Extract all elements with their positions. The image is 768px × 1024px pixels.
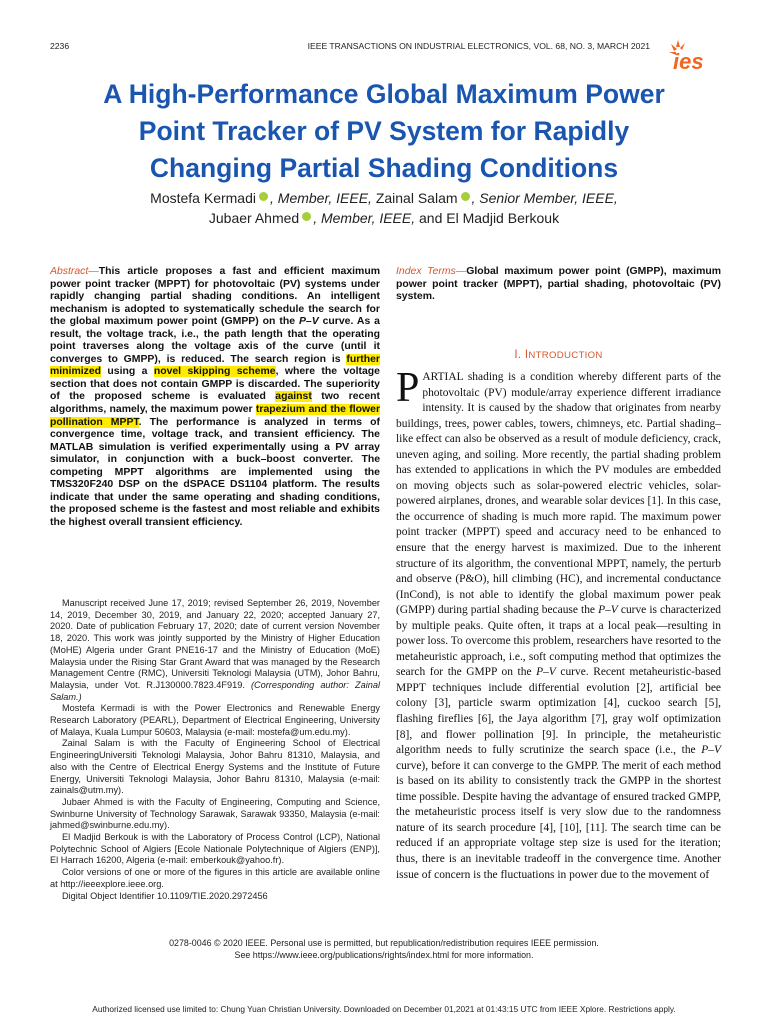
orcid-icon[interactable] <box>461 192 470 201</box>
author-4-name: and El Madjid Berkouk <box>415 210 560 226</box>
footnote-author-1: Mostefa Kermadi is with the Power Electronics and Renewable Energy Research Laboratory (PEARL), Department of Electrical Engineering, University of Malaya, Kuala Lumpur 50603, Malaysia (e-mail: mostefa@um.edu.my). <box>50 703 380 737</box>
footnote-manuscript <box>50 598 380 703</box>
copyright-line-1: 0278-0046 © 2020 IEEE. Personal use is permitted, but republication/redistribution requires IEEE permission. <box>169 938 599 948</box>
highlight: novel skipping scheme <box>153 366 276 378</box>
highlight: against <box>275 391 312 403</box>
abstract-pv: P–V <box>298 316 319 328</box>
footnote-doi: Digital Object Identifier 10.1109/TIE.2020.2972456 <box>62 890 268 901</box>
orcid-icon[interactable] <box>302 212 311 221</box>
orcid-icon[interactable] <box>259 192 268 201</box>
body-pv: P–V <box>598 604 618 617</box>
author-1-role: , Member, IEEE, <box>270 190 372 206</box>
body-text: curve is characterized by multiple peaks. Quite often, it traps at a local peak—resulting in power loss. To overcome this problem, researchers have resorted to the metaheuristic approach, i.e., soft computing method that optimizes the search for the GMPP on the <box>396 604 721 679</box>
body-text: curve. Recent metaheuristic-based MPPT techniques include differential evolution [2], artificial bee colony [3], particle swarm optimization [4], cuckoo search [5], flashing fireflies [6], the Jaya algorithm [7], gray wolf optimization [8], and flower pollination [9]. In principle, the metaheuristic algorithm needs to fully scrutinize the search space (i.e., the <box>396 666 721 757</box>
copyright-line-2: See https://www.ieee.org/publications/rights/index.html for more information. <box>234 949 534 960</box>
index-terms-lead: Index Terms— <box>396 266 467 277</box>
paper-title <box>60 76 708 187</box>
corresponding-author: (Corresponding author: Zainal Salam.) <box>50 679 380 702</box>
section-title-rest: NTRODUCTION <box>528 350 603 361</box>
abstract-text: using a <box>101 366 154 378</box>
footnotes <box>50 598 380 902</box>
footnote-author-2: Zainal Salam is with the Faculty of Engineering School of Electrical EngineeringUniversiti Teknologi Malaysia, Johor Bahru 81310, Malaysia, and also with the Centre of Electrical Energy Systems and the Institute of Future Energy, Universiti Teknologi Malaysia, Johor Bahru 81310, Malaysia (e-mail: zainals@utm.my). <box>50 738 380 796</box>
footnote-author-3: Jubaer Ahmed is with the Faculty of Engineering, Computing and Science, Swinburne University of Technology Sarawak, Sarawak 93350, Malaysia (e-mail: jahmed@swinburne.edu.my). <box>50 796 380 831</box>
authorized-use-notice: Authorized licensed use limited to: Chung Yuan Christian University. Downloaded on December 01,2021 at 01:43:15 UTC from IEEE Xplore. Restrictions apply. <box>92 1004 676 1014</box>
footnote-author-4: El Madjid Berkouk is with the Laboratory of Process Control (LCP), National Polytechnic School of Algiers [Ecole Nationale Polytechnique of Algiers (ENP)], El Harrach 16200, Algeria (e-mail: emberkouk@yahoo.fr). <box>50 832 380 866</box>
abstract-text: two recent algorithms, namely, the maximum power <box>50 391 380 416</box>
body-text: shading is a condition whereby different parts of the photovoltaic (PV) module/array experience different irradiance intensity. It is caused by the shadow that originates from nearby buildings, trees, power cables, towers, chimneys, etc. Partial shading–like effect can also be observed as a result of module deficiency, crack, uneven aging, and soiling. More recently, the partial shading problem has extended to applications in which the PV modules are embedded on moving objects such as solar-powered electric vehicles, solar-powered airplanes, drones, and wearable solar devices [1]. In this case, the occurrence of shading is much more rapid. The maximum power point tracker (MPPT) speed and accuracy need to be enhanced to ensure that the energy harvest is maximized. Due to the inherent structure of its algorithm, the conventional MPPT, namely, the perturb and observe (P&O), hill climbing (HC), and incremental conductance (InCond), is not able to identify the global maximum power peak (GMPP) during partial shading because the <box>396 371 721 617</box>
running-head <box>50 41 650 53</box>
body-text: curve), before it can converge to the GMPP. The merit of each method is based on its ability to consistently track the GMPP in the shortest time possible. Despite having the advantage of ensured tracked GMPP, the metaheuristic process itself is very slow due to the randomness nature of its search procedure [4], [10], [11]. The search time can be reduced if an appropriate voltage step size is used for the iteration; thus, there is an inevitable tradeoff in the convergence time. Another issue of concern is the fluctuations in power due to the movement of <box>396 759 721 881</box>
copyright-notice <box>100 938 668 961</box>
drop-cap: P <box>396 365 420 411</box>
body-pv: P–V <box>701 744 721 757</box>
author-3-name: Jubaer Ahmed <box>208 210 300 226</box>
author-2-role: , Senior Member, IEEE, <box>471 190 618 206</box>
logo-wordmark: ies <box>673 49 704 72</box>
abstract-text: curve. As a result, the voltage track, i.e., the path length that the operating point traverses along the voltage axis of the curve (until it converges to GMPP), is reduced. The search region is <box>50 316 380 365</box>
page-number: 2236 <box>50 41 70 51</box>
journal-name: IEEE TRANSACTIONS ON INDUSTRIAL ELECTRONICS, VOL. 68, NO. 3, MARCH 2021 <box>307 41 650 51</box>
highlight: trapezium and the flower pollination MPPT <box>50 404 381 428</box>
index-terms <box>396 266 721 304</box>
footnote-color: Color versions of one or more of the figures in this article are available online at http://ieeexplore.ieee.org. <box>50 867 380 889</box>
title-line-1: A High-Performance Global Maximum Power <box>103 79 665 109</box>
footnote-text: Manuscript received June 17, 2019; revised September 26, 2019, November 14, 2019, December 30, 2019, and January 22, 2020; accepted January 27, 2020. Date of publication February 17, 2020; date of current version November 18, 2020. This work was jointly supported by the Ministry of Higher Education (MoHE) Algeria under Grant PNE16-17 and the Ministry of Education (MoE) Malaysia under the Rising Star Grant Award that was managed by the Research Management Centre (RMC), Universiti Teknologi Malaysia (UTM), Johor Bahru, Malaysia, under Vot. R.J130000.7823.4F919. <box>50 598 380 690</box>
title-line-2: Point Tracker of PV System for Rapidly <box>138 116 630 146</box>
section-first-letter: I <box>524 349 529 361</box>
highlight: further minimized <box>50 353 380 378</box>
section-numeral: I. <box>514 349 525 361</box>
abstract <box>50 266 380 529</box>
author-list <box>110 188 658 228</box>
abstract-text: This article proposes a fast and efficient maximum power point tracker (MPPT) for photovoltaic (PV) systems under rapidly changing partial shading conditions. An intelligent mechanism is adopted to systematically schedule the search for the global maximum power point (GMPP) on the <box>50 266 380 328</box>
ies-logo <box>668 38 724 72</box>
abstract-lead: Abstract— <box>50 266 99 277</box>
introduction-text <box>396 365 721 883</box>
index-terms-text: Global maximum power point (GMPP), maximum power point tracker (MPPT), partial shading, photovoltaic (PV) system. <box>396 266 721 303</box>
author-2-name: Zainal Salam <box>371 190 458 206</box>
author-1-name: Mostefa Kermadi <box>150 190 256 206</box>
title-line-3: Changing Partial Shading Conditions <box>149 153 619 183</box>
body-smallcaps: ARTIAL <box>422 371 464 383</box>
section-heading <box>396 349 721 361</box>
author-3-role: , Member, IEEE, <box>313 210 416 226</box>
abstract-text: . The performance is analyzed in terms of convergence time, voltage track, and transient efficiency. The MATLAB simulation is verified experimentally using a PV array simulator, in conjunction with a buck–boost converter. The competing MPPT algorithms are implemented using the TMS320F240 DSP on the dSPACE DS1104 platform. The results indicate that under the same operating and shading conditions, the proposed scheme is the fastest and most reliable and exhibits the highest overall transient efficiency. <box>50 416 380 528</box>
body-pv: P–V <box>536 666 556 679</box>
abstract-text: , where the voltage section that does not contain GMPP is discarded. The superiority of the proposed scheme is evaluated <box>50 366 380 403</box>
